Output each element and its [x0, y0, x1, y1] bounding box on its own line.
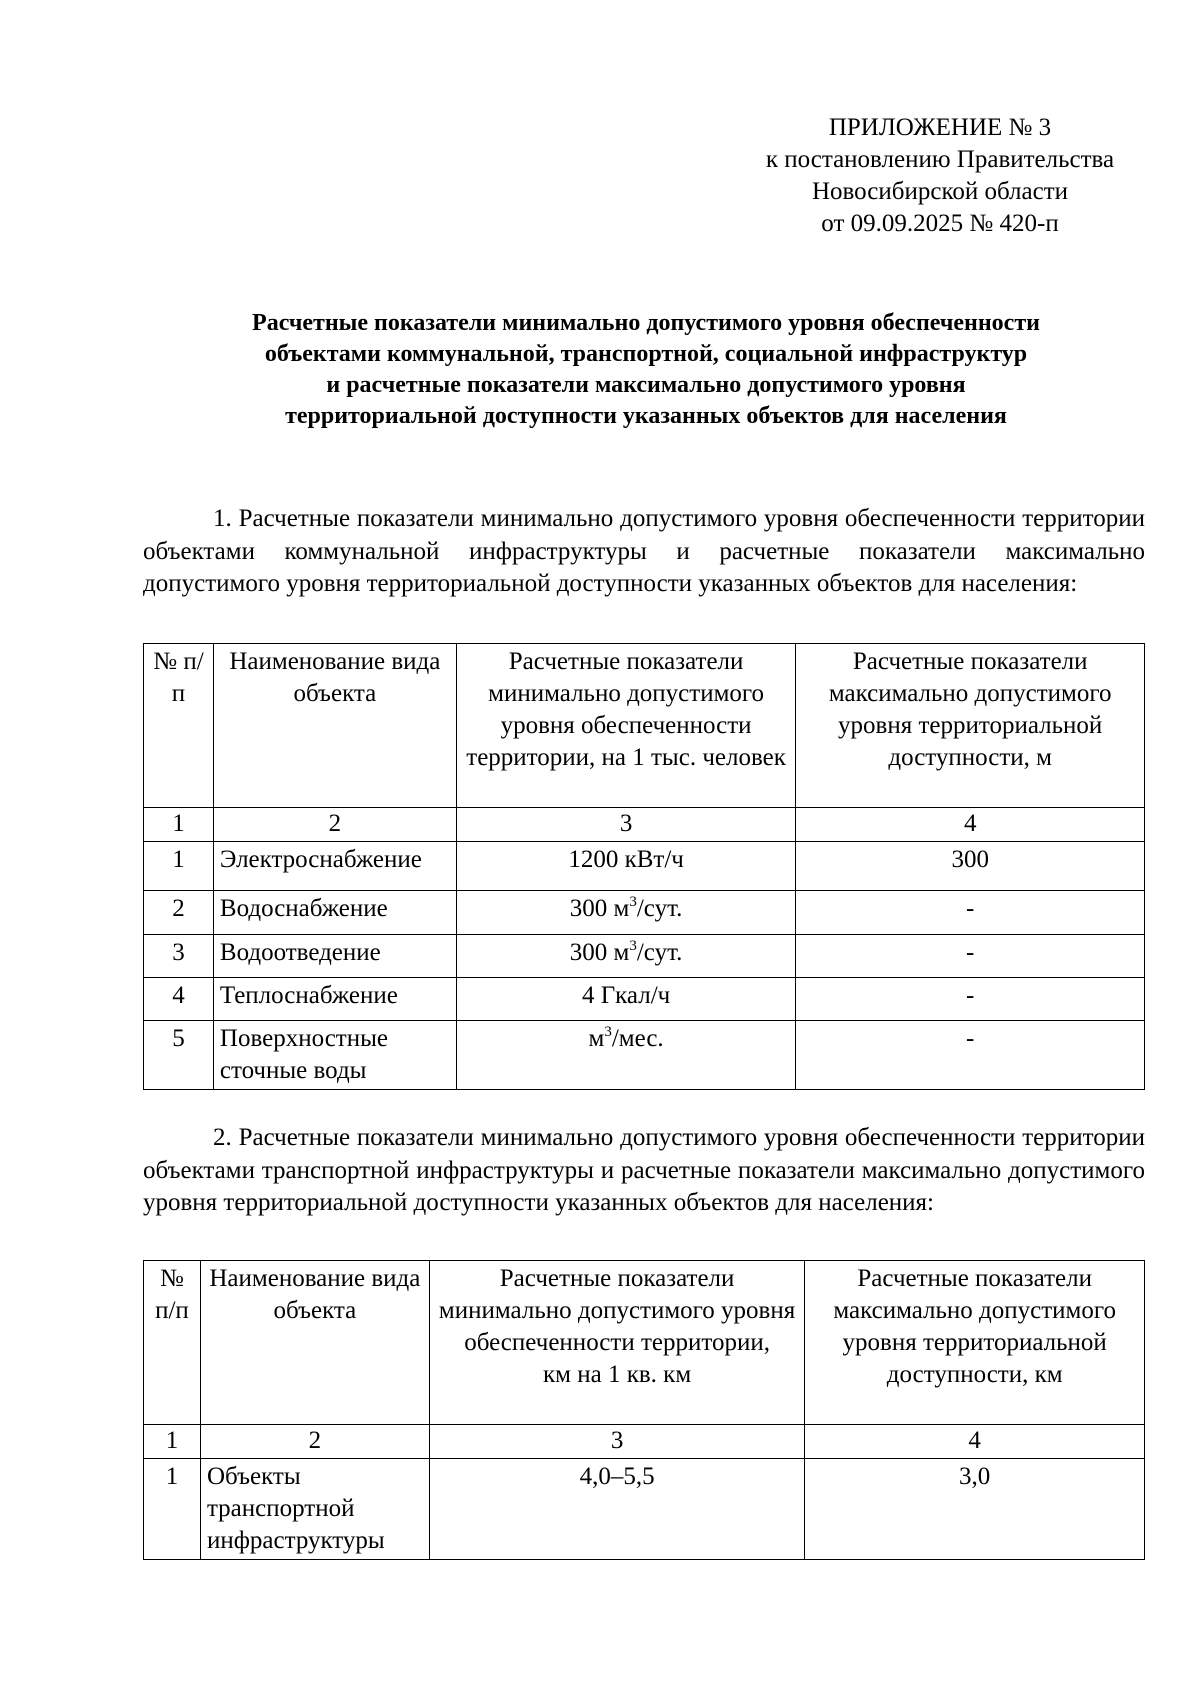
transport-infrastructure-table: [143, 1260, 1145, 1560]
row-num: 3: [144, 935, 214, 978]
column-number-row: [144, 1425, 1145, 1459]
title-line-3: и расчетные показатели максимально допустимого уровня: [326, 372, 966, 398]
row-max: 3,0: [805, 1459, 1145, 1560]
row-min-sup: 3: [604, 1024, 612, 1040]
row-name: Поверхностные сточные воды: [213, 1021, 456, 1090]
header-min: Расчетные показатели минимально допустимого уровня обеспеченности территории, на 1 тыс. человек: [456, 644, 796, 808]
approval-line-2: к постановлению Правительства: [765, 146, 1115, 173]
row-min: 4,0–5,5: [429, 1459, 805, 1560]
table-row: [144, 978, 1145, 1021]
table-row: [144, 1459, 1145, 1560]
colnum-1: 1: [144, 1425, 201, 1459]
row-max: -: [796, 978, 1145, 1021]
colnum-4: 4: [796, 808, 1145, 842]
colnum-3: 3: [429, 1425, 805, 1459]
row-min-suffix: /сут.: [636, 895, 683, 922]
colnum-3: 3: [456, 808, 796, 842]
row-max: -: [796, 935, 1145, 978]
table-header-row: [144, 644, 1145, 808]
row-num: 5: [144, 1021, 214, 1090]
title-line-1: Расчетные показатели минимально допустимого уровня обеспеченности: [252, 310, 1040, 336]
title-line-2: объектами коммунальной, транспортной, социальной инфраструктур: [264, 341, 1028, 367]
row-min-sup: 3: [629, 894, 637, 910]
row-num: 1: [144, 842, 214, 891]
header-name: Наименование вида объекта: [213, 644, 456, 808]
table-row: [144, 842, 1145, 891]
row-num: 4: [144, 978, 214, 1021]
header-name: Наименование вида объекта: [200, 1261, 429, 1425]
section-1-paragraph: 1. Расчетные показатели минимально допустимого уровня обеспеченности территории объектами коммунальной инфраструктуры и расчетные показатели максимально допустимого уровня территориальной доступности указанных объектов для населения:: [143, 505, 1145, 597]
row-min: 4 Гкал/ч: [456, 978, 796, 1021]
document-title: [130, 308, 1162, 432]
row-min: [456, 935, 796, 978]
colnum-2: 2: [200, 1425, 429, 1459]
approval-block: [730, 112, 1150, 240]
header-num: № п/п: [144, 644, 214, 808]
row-max: -: [796, 1021, 1145, 1090]
row-min: 1200 кВт/ч: [456, 842, 796, 891]
table-row: [144, 891, 1145, 935]
row-max: -: [796, 891, 1145, 935]
row-name: Водоотведение: [213, 935, 456, 978]
row-min-suffix: /мес.: [611, 1025, 664, 1052]
row-num: 1: [144, 1459, 201, 1560]
row-min-sup: 3: [629, 938, 637, 954]
row-name: Теплоснабжение: [213, 978, 456, 1021]
row-min-prefix: м: [588, 1025, 605, 1052]
row-min-suffix: /сут.: [636, 939, 683, 966]
column-number-row: [144, 808, 1145, 842]
approval-line-4: от 09.09.2025 № 420-п: [821, 210, 1059, 237]
header-num: № п/п: [144, 1261, 201, 1425]
header-min-unit: км на 1 кв. км: [543, 1361, 692, 1388]
colnum-2: 2: [213, 808, 456, 842]
row-min-prefix: 300 м: [569, 895, 630, 922]
approval-line-1: ПРИЛОЖЕНИЕ № 3: [828, 114, 1052, 141]
section-2-paragraph: 2. Расчетные показатели минимально допустимого уровня обеспеченности территории объектами транспортной инфраструктуры и расчетные показатели максимально допустимого уровня территориальной доступности указанных объектов для населения:: [143, 1124, 1145, 1216]
table-row: [144, 935, 1145, 978]
colnum-4: 4: [805, 1425, 1145, 1459]
header-max: Расчетные показатели максимально допустимого уровня территориальной доступности, м: [796, 644, 1145, 808]
table-header-row: [144, 1261, 1145, 1425]
header-max: Расчетные показатели максимально допустимого уровня территориальной доступности, км: [805, 1261, 1145, 1425]
row-min: [456, 891, 796, 935]
row-name: Электроснабжение: [213, 842, 456, 891]
row-min: [456, 1021, 796, 1090]
utility-infrastructure-table: [143, 643, 1145, 1090]
row-max: 300: [796, 842, 1145, 891]
title-line-4: территориальной доступности указанных объектов для населения: [285, 403, 1007, 429]
header-min: [429, 1261, 805, 1425]
row-name: Водоснабжение: [213, 891, 456, 935]
approval-line-3: Новосибирской области: [811, 178, 1069, 205]
row-min-prefix: 300 м: [569, 939, 630, 966]
table-row: [144, 1021, 1145, 1090]
row-name: Объекты транспортной инфраструктуры: [200, 1459, 429, 1560]
row-num: 2: [144, 891, 214, 935]
header-min-text: Расчетные показатели минимально допустимого уровня обеспеченности территории,: [438, 1265, 796, 1356]
colnum-1: 1: [144, 808, 214, 842]
